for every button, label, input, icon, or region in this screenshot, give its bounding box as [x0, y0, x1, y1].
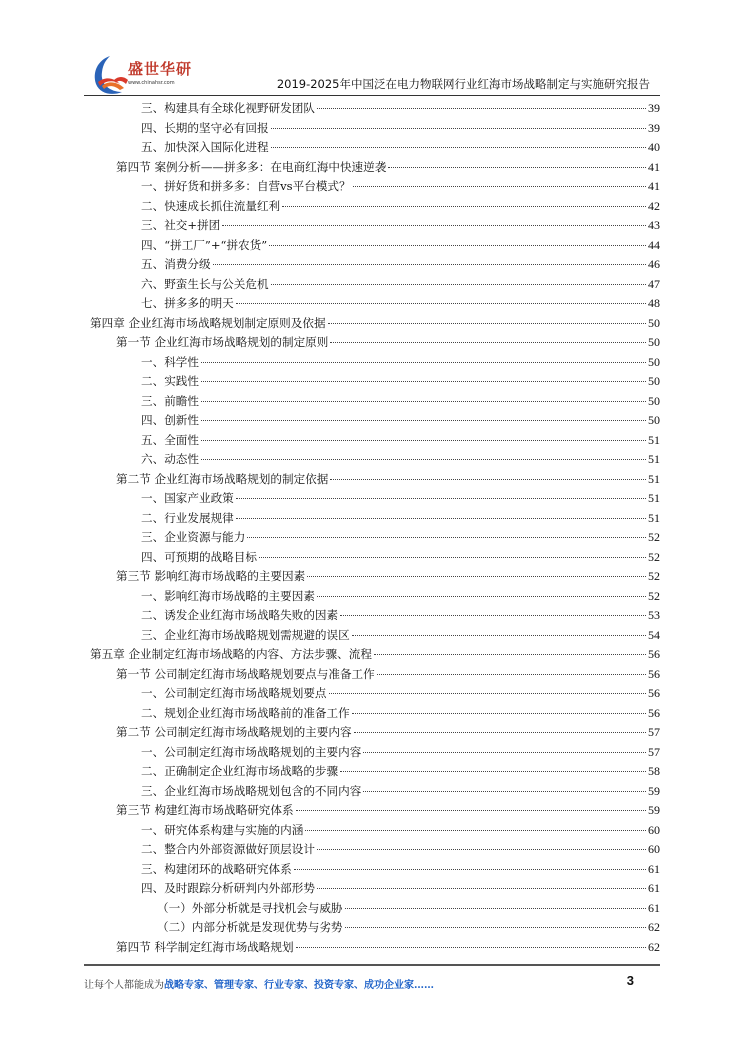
dot-leader — [352, 635, 646, 636]
dot-leader — [330, 479, 646, 480]
toc-entry[interactable] — [141, 704, 660, 723]
toc-entry[interactable] — [116, 723, 660, 742]
toc-entry-title: 第三节 构建红海市场战略研究体系 — [116, 803, 294, 817]
dot-leader — [352, 713, 646, 714]
toc-entry-title: 一、国家产业政策 — [141, 491, 234, 505]
toc-entry[interactable] — [141, 860, 660, 879]
toc-entry-title: 一、公司制定红海市场战略规划要点 — [141, 686, 327, 700]
dot-leader — [201, 420, 646, 421]
toc-entry-title: 二、正确制定企业红海市场战略的步骤 — [141, 764, 339, 778]
dot-leader — [247, 537, 646, 538]
toc-entry-title: 一、影响红海市场战略的主要因素 — [141, 588, 315, 603]
logo-url: www.chinahsr.com — [128, 80, 175, 86]
toc-entry-title: 三、企业红海市场战略规划包含的不同内容 — [141, 783, 362, 798]
toc-entry-page: 47 — [648, 276, 660, 291]
dot-leader — [236, 518, 646, 519]
dot-leader — [201, 381, 646, 382]
dot-leader — [271, 128, 646, 129]
dot-leader — [236, 498, 646, 499]
toc-entry-title: 二、行业发展规律 — [141, 510, 234, 525]
dot-leader — [201, 459, 646, 460]
toc-entry-title: 四、及时跟踪分析研判内外部形势 — [141, 881, 315, 895]
dot-leader — [317, 888, 646, 889]
toc-entry[interactable] — [141, 821, 660, 840]
toc-entry[interactable] — [141, 177, 660, 196]
dot-leader — [296, 810, 646, 811]
dot-leader — [317, 108, 646, 109]
toc-entry-page: 50 — [648, 393, 660, 408]
toc-entry-title: 四、“拼工厂”+“拼农货” — [141, 237, 268, 252]
toc-entry[interactable] — [157, 899, 660, 918]
toc-entry-page: 58 — [648, 764, 660, 778]
toc-entry[interactable] — [141, 216, 660, 235]
dot-leader — [294, 869, 646, 870]
toc-entry-title: 第四节 案例分析——拼多多：在电商红海中快速逆袭 — [116, 159, 387, 174]
toc-entry-page: 60 — [648, 822, 660, 837]
footer-slogan — [84, 976, 434, 991]
toc-entry-title: 二、诱发企业红海市场战略失败的因素 — [141, 608, 339, 622]
toc-entry-title: 第一节 企业红海市场战略规划的制定原则 — [116, 335, 329, 349]
toc-entry[interactable] — [141, 294, 660, 313]
toc-entry-title: 五、消费分级 — [141, 257, 211, 271]
toc-entry-title: 二、快速成长抓住流量红利 — [141, 198, 281, 213]
toc-entry-page: 48 — [648, 296, 660, 310]
toc-entry-page: 56 — [648, 647, 660, 661]
toc-entry[interactable] — [116, 158, 660, 177]
toc-entry-title: 第二节 公司制定红海市场战略规划的主要内容 — [116, 725, 352, 739]
dot-leader — [340, 615, 646, 616]
toc-entry-title: 第四节 科学制定红海市场战略规划 — [116, 939, 294, 954]
toc-entry[interactable] — [141, 840, 660, 859]
header-divider — [84, 95, 660, 96]
footer-prefix: 让每个人都能成为 — [84, 980, 164, 991]
toc-entry-page: 52 — [648, 569, 660, 583]
toc-entry-page: 61 — [648, 861, 660, 876]
toc-entry-page: 56 — [648, 686, 660, 700]
dot-leader — [201, 401, 646, 402]
footer-highlight: 战略专家、管理专家、行业专家、投资专家、成功企业家…… — [164, 980, 434, 991]
dot-leader — [374, 654, 646, 655]
toc-entry[interactable] — [141, 782, 660, 801]
toc-entry-page: 51 — [648, 471, 660, 486]
toc-entry-page: 53 — [648, 608, 660, 622]
toc-entry[interactable] — [90, 645, 660, 664]
toc-entry-title: 七、拼多多的明天 — [141, 296, 234, 310]
toc-entry[interactable] — [116, 801, 660, 820]
dot-leader — [236, 303, 646, 304]
toc-entry-title: 一、研究体系构建与实施的内涵 — [141, 822, 304, 837]
toc-entry-page: 50 — [648, 413, 660, 427]
toc-entry[interactable] — [141, 392, 660, 411]
toc-entry-title: 四、创新性 — [141, 413, 199, 427]
toc-entry-title: 二、规划企业红海市场战略前的准备工作 — [141, 705, 350, 720]
toc-entry-title: 第二节 企业红海市场战略规划的制定依据 — [116, 471, 329, 486]
dot-leader — [363, 752, 646, 753]
toc-entry-page: 50 — [648, 374, 660, 388]
toc-entry-page: 52 — [648, 530, 660, 544]
toc-entry-page: 42 — [648, 198, 660, 213]
toc-entry[interactable] — [116, 938, 660, 957]
toc-entry[interactable] — [116, 665, 660, 684]
toc-entry-title: 一、拼好货和拼多多：自营vs平台模式？ — [141, 179, 351, 193]
toc-entry-page: 54 — [648, 627, 660, 642]
toc-entry-page: 44 — [648, 237, 660, 252]
toc-entry-page: 62 — [648, 920, 660, 934]
toc-entry-page: 46 — [648, 257, 660, 271]
toc-entry-page: 61 — [648, 900, 660, 915]
toc-entry-title: 三、企业资源与能力 — [141, 530, 246, 544]
toc-entry-title: 第四章 企业红海市场战略规划制定原则及依据 — [90, 315, 326, 330]
dot-leader — [259, 557, 646, 558]
toc-entry-page: 51 — [648, 491, 660, 505]
toc-entry-page: 56 — [648, 666, 660, 681]
dot-leader — [330, 342, 646, 343]
dot-leader — [271, 147, 646, 148]
toc-entry[interactable] — [141, 99, 660, 118]
dot-leader — [201, 440, 646, 441]
toc-entry[interactable] — [141, 138, 660, 157]
toc-entry[interactable] — [141, 528, 660, 547]
toc-entry-page: 39 — [648, 120, 660, 135]
report-title: 2019-2025年中国泛在电力物联网行业红海市场战略制定与实施研究报告 — [276, 77, 650, 91]
toc-entry[interactable] — [141, 372, 660, 391]
toc-entry[interactable] — [141, 879, 660, 898]
toc-entry[interactable] — [116, 470, 660, 489]
dot-leader — [282, 206, 646, 207]
toc-entry[interactable] — [141, 626, 660, 645]
toc-entry-page: 62 — [648, 939, 660, 954]
dot-leader — [328, 323, 646, 324]
toc-entry[interactable] — [141, 197, 660, 216]
toc-entry[interactable] — [141, 411, 660, 430]
dot-leader — [329, 693, 646, 694]
toc-entry[interactable] — [141, 606, 660, 625]
toc-entry-page: 39 — [648, 101, 660, 115]
dot-leader — [388, 167, 646, 168]
toc-entry-title: （一）外部分析就是寻找机会与威胁 — [157, 900, 343, 915]
dot-leader — [377, 674, 646, 675]
toc-entry[interactable] — [141, 450, 660, 469]
toc-entry[interactable] — [141, 762, 660, 781]
toc-entry-page: 50 — [648, 354, 660, 369]
toc-entry-title: 二、实践性 — [141, 374, 199, 388]
toc-entry-page: 61 — [648, 881, 660, 895]
toc-entry-page: 51 — [648, 452, 660, 466]
toc-entry[interactable] — [141, 353, 660, 372]
toc-entry-title: 六、动态性 — [141, 452, 199, 466]
dot-leader — [269, 245, 646, 246]
toc-entry[interactable] — [116, 333, 660, 352]
dot-leader — [345, 908, 646, 909]
toc-entry-page: 52 — [648, 588, 660, 603]
toc-entry-page: 57 — [648, 725, 660, 739]
dot-leader — [271, 284, 646, 285]
toc-entry[interactable] — [141, 684, 660, 703]
toc-entry-page: 60 — [648, 842, 660, 856]
toc-entry[interactable] — [141, 743, 660, 762]
toc-entry-page: 50 — [648, 315, 660, 330]
page-number: 3 — [626, 973, 634, 988]
toc-entry-page: 51 — [648, 510, 660, 525]
toc-entry-page: 50 — [648, 335, 660, 349]
toc-entry-page: 59 — [648, 783, 660, 798]
toc-entry[interactable] — [141, 548, 660, 567]
toc-entry-page: 52 — [648, 549, 660, 564]
toc-entry-title: 三、构建具有全球化视野研发团队 — [141, 101, 315, 115]
dot-leader — [345, 927, 646, 928]
toc-entry-title: 四、可预期的战略目标 — [141, 549, 257, 564]
dot-leader — [363, 791, 646, 792]
toc-entry-title: 第三节 影响红海市场战略的主要因素 — [116, 569, 306, 583]
toc-entry[interactable] — [141, 509, 660, 528]
toc-entry-page: 40 — [648, 140, 660, 154]
dot-leader — [354, 732, 646, 733]
toc-entry-title: 三、构建闭环的战略研究体系 — [141, 861, 292, 876]
footer-divider — [84, 964, 660, 966]
toc-entry-title: 三、企业红海市场战略规划需规避的误区 — [141, 627, 350, 642]
toc-entry-title: 五、全面性 — [141, 432, 199, 447]
toc-entry-title: 第一节 公司制定红海市场战略规划要点与准备工作 — [116, 666, 375, 681]
toc-entry-page: 41 — [648, 159, 660, 174]
dot-leader — [317, 849, 646, 850]
toc-entry-title: 二、整合内外部资源做好顶层设计 — [141, 842, 315, 856]
dot-leader — [222, 225, 646, 226]
toc-entry[interactable] — [141, 275, 660, 294]
toc-entry-title: 六、野蛮生长与公关危机 — [141, 276, 269, 291]
toc-entry[interactable] — [141, 255, 660, 274]
toc-entry[interactable] — [141, 119, 660, 138]
toc-entry[interactable] — [141, 489, 660, 508]
toc-entry-title: 四、长期的坚守必有回报 — [141, 120, 269, 135]
toc-entry[interactable] — [141, 587, 660, 606]
toc-entry[interactable] — [90, 314, 660, 333]
toc-entry-page: 57 — [648, 744, 660, 759]
toc-entry-title: 第五章 企业制定红海市场战略的内容、方法步骤、流程 — [90, 647, 372, 661]
toc-entry-page: 56 — [648, 705, 660, 720]
toc-entry[interactable] — [141, 236, 660, 255]
toc-entry-title: 五、加快深入国际化进程 — [141, 140, 269, 154]
dot-leader — [201, 362, 646, 363]
toc-entry[interactable] — [141, 431, 660, 450]
toc-entry-title: （二）内部分析就是发现优势与劣势 — [157, 920, 343, 934]
dot-leader — [213, 264, 646, 265]
toc-entry-title: 三、社交+拼团 — [141, 218, 221, 232]
toc-entry-page: 51 — [648, 432, 660, 447]
toc-entry-title: 三、前瞻性 — [141, 393, 199, 408]
toc-entry-page: 41 — [648, 179, 660, 193]
dot-leader — [317, 596, 646, 597]
dot-leader — [353, 186, 646, 187]
dot-leader — [340, 771, 646, 772]
toc-entry[interactable] — [116, 567, 660, 586]
toc-entry-title: 一、科学性 — [141, 354, 199, 369]
dot-leader — [307, 576, 646, 577]
toc-entry-page: 43 — [648, 218, 660, 232]
toc-entry-title: 一、公司制定红海市场战略规划的主要内容 — [141, 744, 362, 759]
dot-leader — [296, 947, 646, 948]
toc-entry[interactable] — [157, 918, 660, 937]
toc-entry-page: 59 — [648, 803, 660, 817]
dot-leader — [305, 830, 646, 831]
logo-text: 盛世华研 — [128, 60, 193, 78]
